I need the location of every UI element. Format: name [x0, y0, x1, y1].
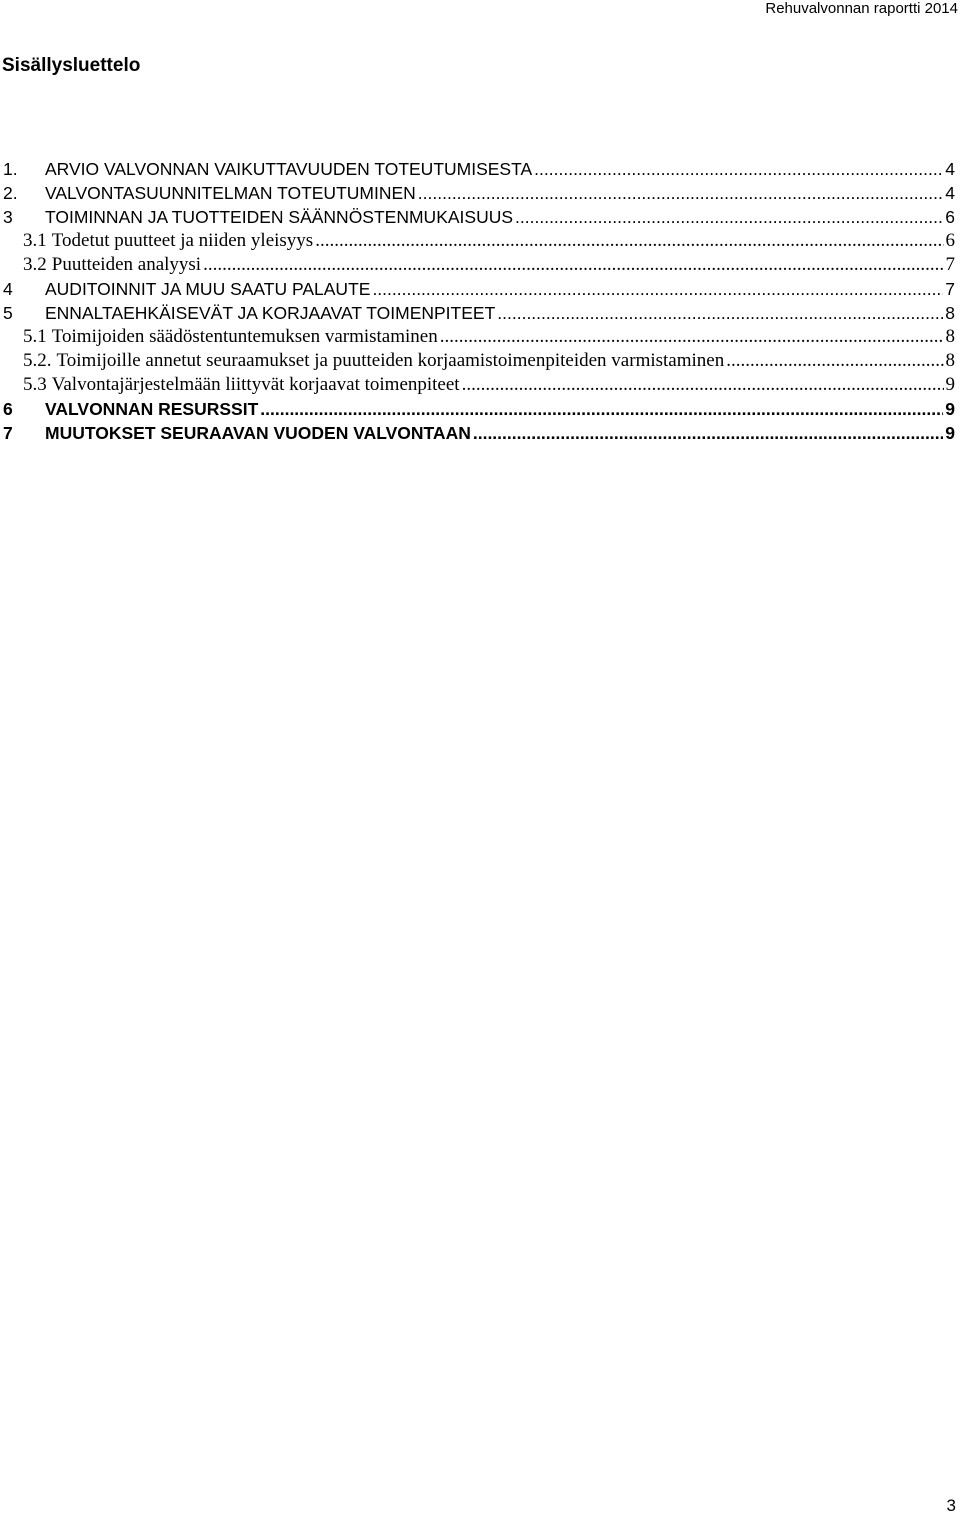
toc-entry-5-1[interactable]: [3, 325, 955, 349]
toc-entry-number: 4: [3, 279, 13, 299]
toc-entry-2[interactable]: [3, 181, 955, 205]
toc-entry-number: 3: [3, 207, 13, 227]
dot-leader: [726, 349, 943, 373]
toc-entry-text: ENNALTAEHKÄISEVÄT JA KORJAAVAT TOIMENPITEET: [45, 303, 496, 323]
toc-entry-1[interactable]: [3, 157, 955, 181]
toc-entry-page: 6: [945, 230, 955, 251]
toc-entry-number: 6: [3, 399, 13, 419]
toc-entry-page: 6: [945, 207, 955, 227]
toc-entry-4[interactable]: [3, 277, 955, 301]
toc-entry-6[interactable]: [3, 397, 955, 421]
toc-entry-number: 7: [3, 423, 13, 443]
toc-entry-number: 1.: [3, 159, 18, 179]
toc-entry-3[interactable]: [3, 205, 955, 229]
toc-entry-text: Toimijoille annetut seuraamukset ja puutteiden korjaamistoimenpiteiden varmistaminen: [56, 350, 725, 371]
toc-entry-3-2[interactable]: [3, 253, 955, 277]
dot-leader: [315, 229, 943, 253]
toc-entry-number: 5.1: [23, 326, 47, 347]
dot-leader: [462, 373, 944, 397]
toc-entry-page: 4: [945, 159, 955, 179]
toc-entry-number: 5: [3, 303, 13, 323]
toc-entry-page: 9: [945, 374, 955, 395]
toc-entry-text: ARVIO VALVONNAN VAIKUTTAVUUDEN TOTEUTUMISESTA: [45, 159, 533, 179]
toc-entry-page: 8: [945, 326, 955, 347]
dot-leader: [418, 181, 943, 205]
toc-entry-number: 5.2.: [23, 350, 52, 371]
dot-leader: [473, 421, 943, 445]
toc-entry-number: 2.: [3, 183, 18, 203]
toc-entry-number: 3.1: [23, 230, 47, 251]
toc-entry-text: VALVONTASUUNNITELMAN TOTEUTUMINEN: [45, 183, 416, 203]
toc-entry-page: 7: [945, 254, 955, 275]
toc-entry-text: Puutteiden analyysi: [51, 254, 202, 275]
dot-leader: [372, 277, 943, 301]
toc-entry-page: 8: [945, 303, 955, 323]
dot-leader: [497, 301, 943, 325]
toc-entry-page: 9: [945, 399, 955, 419]
toc-entry-text: VALVONNAN RESURSSIT: [45, 399, 259, 419]
toc-entry-5-2[interactable]: [3, 349, 955, 373]
toc-entry-text: AUDITOINNIT JA MUU SAATU PALAUTE: [45, 279, 371, 299]
dot-leader: [534, 157, 943, 181]
toc-entry-7[interactable]: [3, 421, 955, 445]
toc-entry-text: MUUTOKSET SEURAAVAN VUODEN VALVONTAAN: [45, 423, 471, 443]
toc-entry-page: 8: [945, 350, 955, 371]
toc-entry-text: Valvontajärjestelmään liittyvät korjaavat toimenpiteet: [51, 374, 460, 395]
toc-title: Sisällysluettelo: [2, 55, 141, 76]
dot-leader: [440, 325, 944, 349]
toc-entry-page: 4: [945, 183, 955, 203]
toc-entry-page: 9: [945, 423, 955, 443]
toc-entry-5-3[interactable]: [3, 373, 955, 397]
toc-entry-text: Toimijoiden säädöstentuntemuksen varmistaminen: [51, 326, 438, 347]
page-number: 3: [946, 1496, 956, 1515]
toc-entry-text: Todetut puutteet ja niiden yleisyys: [51, 230, 314, 251]
toc-entry-number: 3.2: [23, 254, 47, 275]
toc-entry-text: TOIMINNAN JA TUOTTEIDEN SÄÄNNÖSTENMUKAISUUS: [45, 207, 514, 227]
dot-leader: [203, 253, 943, 277]
toc-entry-5[interactable]: [3, 301, 955, 325]
running-header: Rehuvalvonnan raportti 2014: [765, 0, 958, 17]
toc-entry-number: 5.3: [23, 374, 47, 395]
dot-leader: [515, 205, 943, 229]
toc-entry-page: 7: [945, 279, 955, 299]
toc-entry-3-1[interactable]: [3, 229, 955, 253]
dot-leader: [260, 397, 943, 421]
table-of-contents: [3, 157, 955, 445]
